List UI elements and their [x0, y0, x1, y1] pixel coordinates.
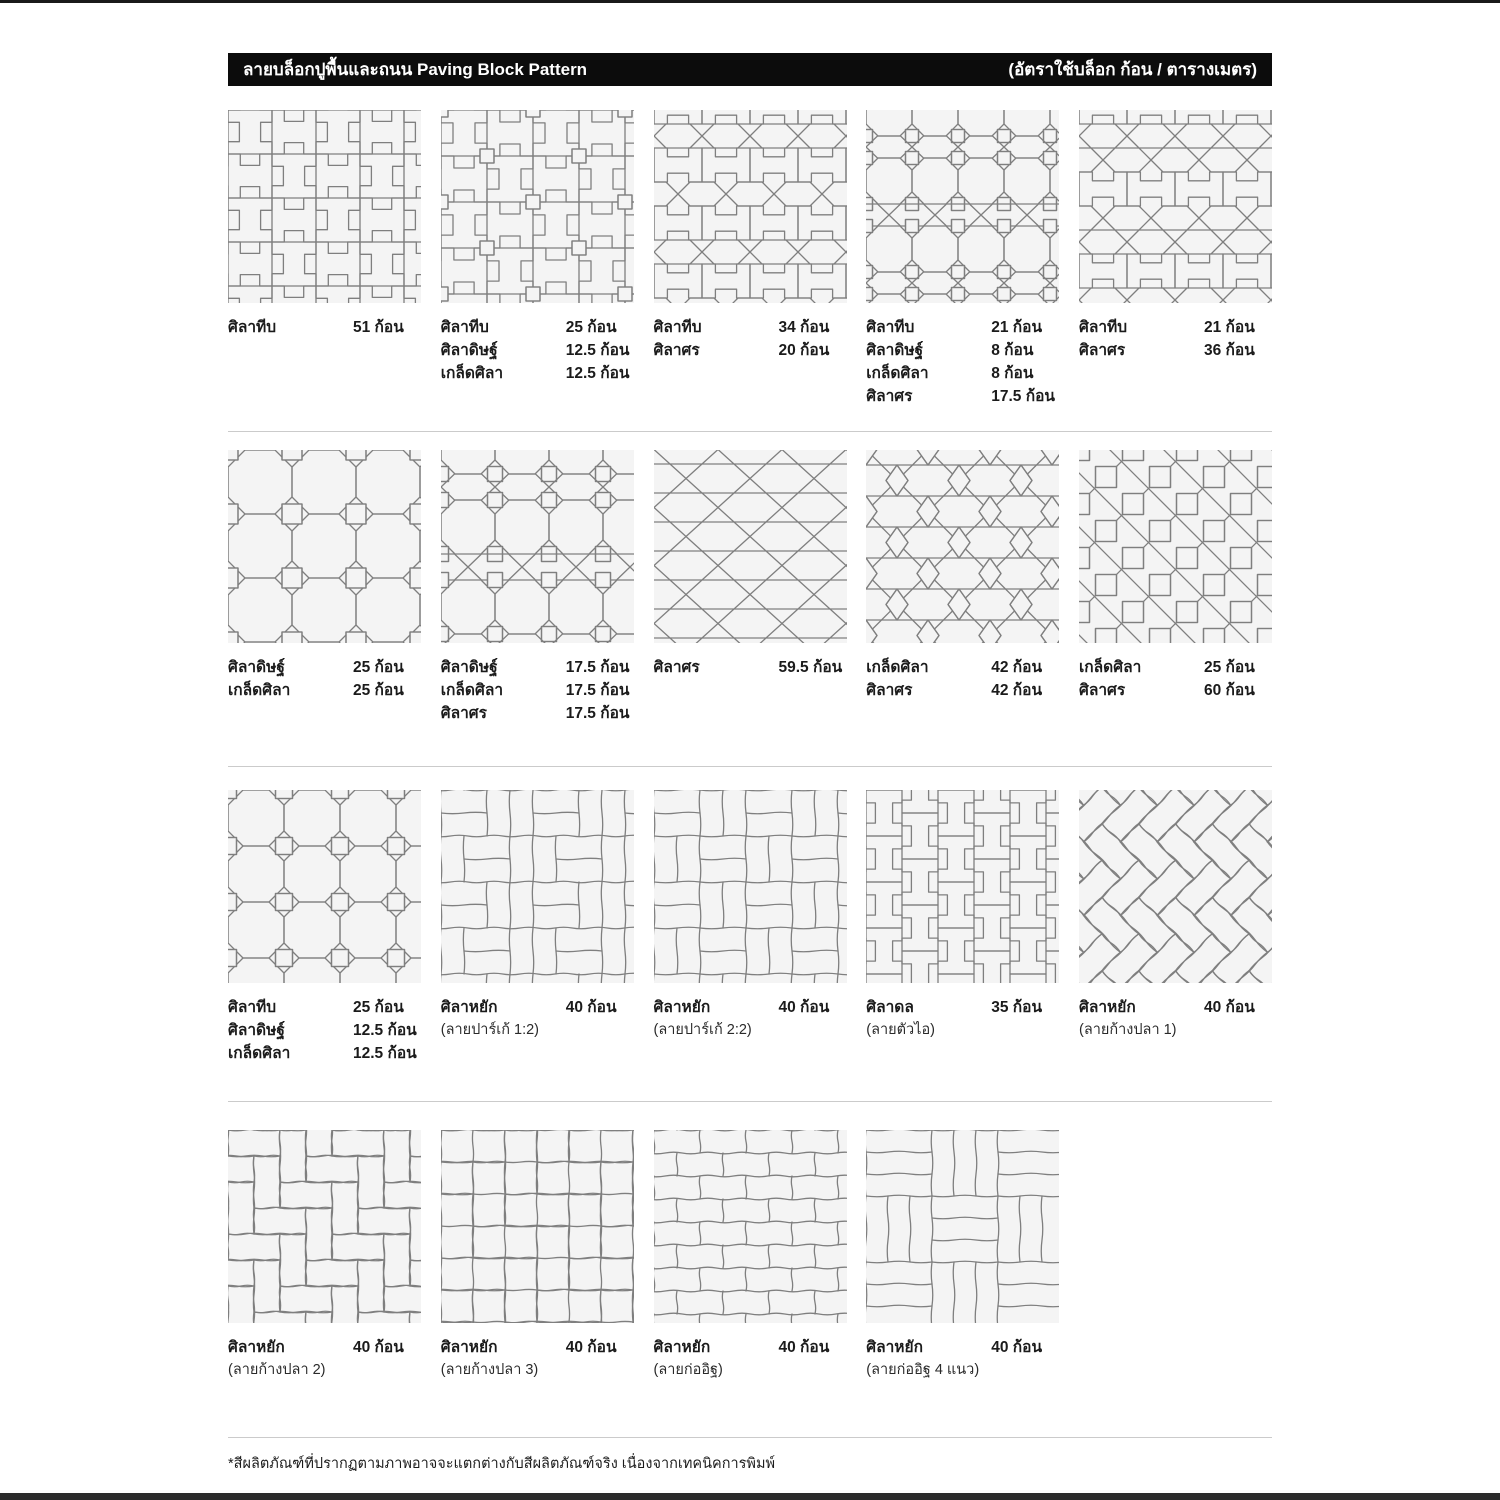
pattern-label-row: [1079, 679, 1272, 702]
block-qty: 42 ก้อน: [991, 682, 1043, 699]
section-divider: [228, 431, 1272, 432]
block-qty: 25 ก้อน: [1204, 659, 1255, 676]
block-name: เกล็ดศิลา: [228, 1045, 291, 1062]
pattern-swatch-octagon-square-hexagon: [441, 450, 634, 643]
block-name: ศิลาดิษฐ์: [440, 342, 498, 359]
pattern-card: [654, 790, 847, 1065]
pattern-card: [654, 1130, 847, 1381]
pattern-card: [441, 110, 634, 408]
pattern-swatch-i-block-weave: [228, 110, 421, 303]
block-name: ศิลาทีบ: [440, 319, 489, 336]
pattern-swatch-wave-parquet-1-2: [441, 790, 634, 983]
pattern-labels: [441, 656, 634, 725]
pattern-card: [866, 450, 1059, 725]
pattern-card: [1079, 450, 1272, 725]
pattern-labels: [654, 316, 847, 362]
pattern-swatch-wave-running-bond: [654, 1130, 847, 1323]
page-header: [228, 53, 1272, 86]
section-divider: [228, 1101, 1272, 1102]
pattern-labels: [228, 996, 421, 1065]
pattern-label-row: [866, 339, 1059, 362]
pattern-label-row: [441, 996, 634, 1019]
pattern-label-row: [654, 339, 847, 362]
block-qty: 20 ก้อน: [778, 342, 830, 359]
block-name: ศิลาดิษฐ์: [866, 342, 924, 359]
block-name: ศิลาศร: [866, 388, 913, 405]
block-qty: 17.5 ก้อน: [991, 388, 1056, 405]
pattern-label-row: [654, 996, 847, 1019]
block-qty: 40 ก้อน: [353, 1339, 404, 1356]
pattern-variant: (ลายปาร์เก้ 2:2): [653, 1022, 752, 1038]
pattern-label-row: [1079, 316, 1272, 339]
pattern-label-row: [228, 1336, 421, 1359]
block-name: ศิลาดิษฐ์: [228, 659, 285, 676]
section-divider: [228, 1437, 1272, 1438]
block-qty: 25 ก้อน: [353, 682, 404, 699]
pattern-labels: [866, 996, 1059, 1041]
block-name: ศิลาทีบ: [1079, 319, 1128, 336]
block-name: เกล็ดศิลา: [440, 365, 504, 382]
block-qty: 59.5 ก้อน: [778, 659, 843, 676]
page-top-edge: [0, 0, 1500, 3]
block-qty: 21 ก้อน: [991, 319, 1043, 336]
pattern-label-row: [1079, 339, 1272, 362]
block-qty: 42 ก้อน: [991, 659, 1043, 676]
pattern-labels: [1079, 656, 1272, 702]
pattern-label-row: [228, 679, 421, 702]
pattern-label-row: [866, 385, 1059, 408]
pattern-section-4: [228, 1130, 1272, 1381]
pattern-card: [866, 790, 1059, 1065]
pattern-variant: (ลายก้างปลา 3): [440, 1362, 539, 1378]
pattern-section-1: [228, 110, 1272, 408]
pattern-card: [228, 1130, 421, 1381]
pattern-section-2: [228, 450, 1272, 725]
pattern-label-row: [441, 656, 634, 679]
block-qty: 8 ก้อน: [991, 342, 1034, 359]
block-name: ศิลาศร: [1079, 682, 1126, 699]
block-qty: 17.5 ก้อน: [565, 705, 630, 722]
pattern-swatch-wave-running-bond-4way: [866, 1130, 1059, 1323]
pattern-labels: [441, 316, 634, 385]
block-name: ศิลาหยัก: [440, 1339, 498, 1356]
pattern-swatch-wave-herringbone-double: [441, 1130, 634, 1323]
pattern-labels: [228, 1336, 421, 1381]
block-name: ศิลาหยัก: [228, 1339, 285, 1356]
block-qty: 60 ก้อน: [1204, 682, 1255, 699]
block-qty: 40 ก้อน: [778, 999, 830, 1016]
block-name: ศิลาศร: [653, 659, 700, 676]
pattern-card: [441, 790, 634, 1065]
block-qty: 40 ก้อน: [1204, 999, 1255, 1016]
pattern-label-row: [228, 656, 421, 679]
block-name: ศิลาหยัก: [1079, 999, 1136, 1016]
pattern-card: [441, 450, 634, 725]
pattern-label-row: [228, 316, 421, 339]
pattern-label-row: [866, 362, 1059, 385]
pattern-labels: [228, 656, 421, 702]
pattern-label-row: [654, 656, 847, 679]
pattern-card: [866, 1130, 1059, 1381]
pattern-swatch-hexagon-diamond: [866, 450, 1059, 643]
pattern-label-row: [654, 1336, 847, 1359]
block-name: ศิลาศร: [866, 682, 913, 699]
block-name: ศิลาดิษฐ์: [228, 1022, 285, 1039]
pattern-swatch-octagon-square: [228, 450, 421, 643]
pattern-swatch-i-block-columns: [866, 790, 1059, 983]
block-name: ศิลาหยัก: [653, 1339, 711, 1356]
pattern-labels: [654, 656, 847, 679]
pattern-card: [1079, 110, 1272, 408]
pattern-label-row: [228, 1042, 421, 1065]
pattern-label-row: [866, 316, 1059, 339]
pattern-label-row: [654, 316, 847, 339]
block-name: เกล็ดศิลา: [440, 682, 504, 699]
page-bottom-edge: [0, 1493, 1500, 1500]
pattern-variant: (ลายก้างปลา 1): [1079, 1022, 1177, 1038]
pattern-card: [866, 110, 1059, 408]
block-qty: 12.5 ก้อน: [353, 1022, 417, 1039]
pattern-variant: (ลายปาร์เก้ 1:2): [440, 1022, 539, 1038]
pattern-variant: (ลายก่ออิฐ 4 แนว): [866, 1362, 980, 1378]
block-name: ศิลาหยัก: [440, 999, 498, 1016]
pattern-label-row: [866, 1336, 1059, 1359]
pattern-label-row: [1079, 656, 1272, 679]
block-name: ศิลาทีบ: [653, 319, 702, 336]
pattern-card: [654, 450, 847, 725]
block-qty: 17.5 ก้อน: [565, 682, 630, 699]
pattern-card: [228, 450, 421, 725]
footnote: *สีผลิตภัณฑ์ที่ปรากฏตามภาพอาจจะแตกต่างกับสีผลิตภัณฑ์จริง เนื่องจากเทคนิคการพิมพ์: [228, 1456, 776, 1472]
pattern-swatch-i-block-hexagon-mix: [654, 110, 847, 303]
pattern-label-row: [441, 316, 634, 339]
pattern-labels: [1079, 996, 1272, 1041]
pattern-labels: [228, 316, 421, 339]
block-name: ศิลาทีบ: [228, 319, 277, 336]
pattern-label-row: [441, 1336, 634, 1359]
pattern-swatch-wave-herringbone-45: [1079, 790, 1272, 983]
block-name: ศิลาทีบ: [866, 319, 915, 336]
block-qty: 51 ก้อน: [353, 319, 404, 336]
pattern-card: [441, 1130, 634, 1381]
pattern-section-3: [228, 790, 1272, 1065]
pattern-label-row: [441, 702, 634, 725]
block-qty: 12.5 ก้อน: [565, 365, 630, 382]
block-qty: 40 ก้อน: [778, 1339, 830, 1356]
block-name: ศิลาศร: [1079, 342, 1126, 359]
block-name: ศิลาศร: [653, 342, 700, 359]
pattern-label-row: [228, 1019, 421, 1042]
page-title: ลายบล็อกปูพื้นและถนน Paving Block Pattern: [243, 60, 588, 79]
pattern-card: [1079, 790, 1272, 1065]
pattern-variant: (ลายตัวไอ): [866, 1022, 935, 1038]
block-name: ศิลาทีบ: [228, 999, 277, 1016]
block-name: ศิลาดล: [866, 999, 914, 1016]
pattern-labels: [441, 1336, 634, 1381]
block-qty: 35 ก้อน: [991, 999, 1043, 1016]
pattern-labels: [654, 1336, 847, 1381]
block-name: เกล็ดศิลา: [228, 682, 291, 699]
pattern-labels: [866, 656, 1059, 702]
pattern-label-row: [441, 362, 634, 385]
pattern-labels: [866, 1336, 1059, 1381]
block-name: ศิลาศร: [440, 705, 487, 722]
block-qty: 25 ก้อน: [353, 659, 404, 676]
block-qty: 40 ก้อน: [565, 999, 617, 1016]
block-name: ศิลาดิษฐ์: [440, 659, 498, 676]
block-name: ศิลาหยัก: [653, 999, 711, 1016]
pattern-swatch-wave-parquet-2-2: [654, 790, 847, 983]
block-qty: 40 ก้อน: [991, 1339, 1043, 1356]
pattern-swatch-wave-herringbone-90: [228, 1130, 421, 1323]
block-qty: 12.5 ก้อน: [565, 342, 630, 359]
block-qty: 21 ก้อน: [1204, 319, 1255, 336]
block-qty: 25 ก้อน: [565, 319, 617, 336]
pattern-label-row: [1079, 996, 1272, 1019]
pattern-label-row: [866, 996, 1059, 1019]
block-qty: 12.5 ก้อน: [353, 1045, 417, 1062]
block-name: เกล็ดศิลา: [866, 659, 929, 676]
block-qty: 8 ก้อน: [991, 365, 1034, 382]
pattern-swatch-i-block-square-mix: [441, 110, 634, 303]
pattern-labels: [654, 996, 847, 1041]
block-qty: 25 ก้อน: [353, 999, 404, 1016]
pattern-swatch-elongated-hexagon: [654, 450, 847, 643]
pattern-labels: [441, 996, 634, 1041]
pattern-swatch-octagon-square-2: [228, 790, 421, 983]
block-qty: 40 ก้อน: [565, 1339, 617, 1356]
pattern-label-row: [866, 656, 1059, 679]
pattern-card: [654, 110, 847, 408]
block-qty: 34 ก้อน: [778, 319, 830, 336]
block-qty: 17.5 ก้อน: [565, 659, 630, 676]
pattern-label-row: [441, 339, 634, 362]
pattern-card: [228, 790, 421, 1065]
section-divider: [228, 766, 1272, 767]
block-qty: 36 ก้อน: [1204, 342, 1255, 359]
pattern-labels: [1079, 316, 1272, 362]
block-name: เกล็ดศิลา: [866, 365, 929, 382]
pattern-swatch-i-block-octagon-hexagon-mix: [866, 110, 1059, 303]
pattern-labels: [866, 316, 1059, 408]
block-name: เกล็ดศิลา: [1079, 659, 1142, 676]
block-name: ศิลาหยัก: [866, 1339, 923, 1356]
pattern-swatch-square-diagonal-lattice: [1079, 450, 1272, 643]
pattern-swatch-i-block-hexagon-mix-2: [1079, 110, 1272, 303]
pattern-label-row: [228, 996, 421, 1019]
pattern-card: [228, 110, 421, 408]
pattern-variant: (ลายก้างปลา 2): [228, 1362, 326, 1378]
unit-note: (อัตราใช้บล็อก ก้อน / ตารางเมตร): [1008, 60, 1257, 79]
pattern-label-row: [866, 679, 1059, 702]
pattern-variant: (ลายก่ออิฐ): [653, 1362, 723, 1378]
pattern-label-row: [441, 679, 634, 702]
